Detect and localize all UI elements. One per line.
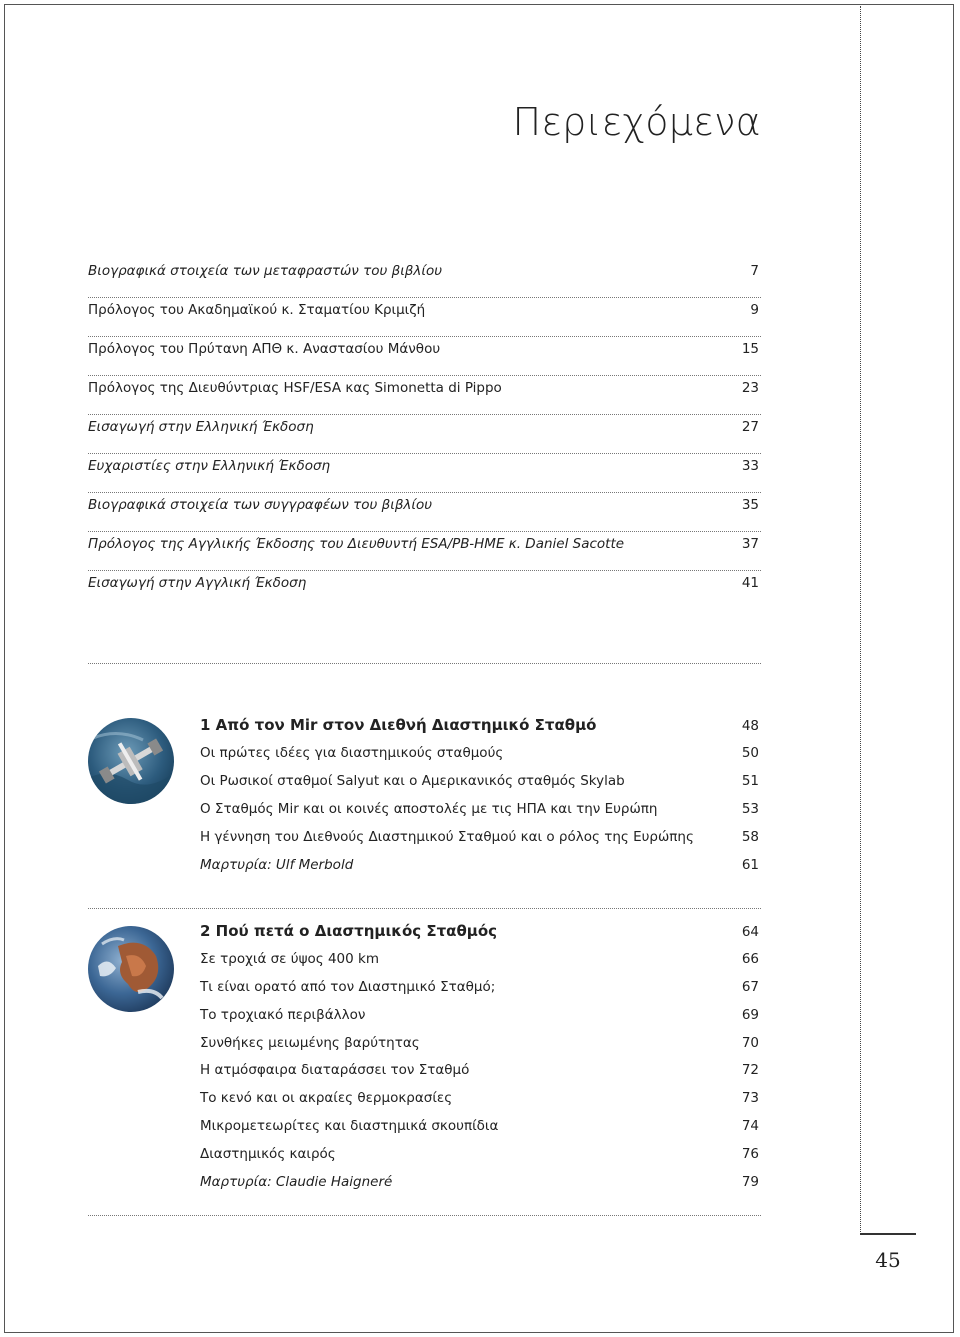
toc-row[interactable]	[200, 1118, 761, 1146]
toc-label: Οι πρώτες ιδέες για διαστημικούς σταθμούς	[200, 745, 504, 761]
toc-page: 69	[741, 1007, 759, 1023]
toc-page: 74	[741, 1118, 759, 1134]
page-title: Περιεχόμενα	[512, 100, 761, 144]
toc-page: 66	[741, 951, 759, 967]
toc-row[interactable]	[200, 979, 761, 1007]
toc-label: Διαστημικός καιρός	[200, 1146, 336, 1162]
toc-row[interactable]	[88, 259, 761, 298]
toc-row[interactable]	[200, 1146, 761, 1174]
toc-page: 61	[741, 857, 759, 873]
toc-page: 67	[741, 979, 759, 995]
section-divider	[88, 663, 761, 664]
toc-page: 23	[741, 380, 759, 396]
toc-label: Εισαγωγή στην Αγγλική Έκδοση	[88, 575, 307, 591]
toc-label: Το τροχιακό περιβάλλον	[200, 1007, 366, 1023]
earth-globe-photo	[88, 926, 174, 1012]
toc-label: Βιογραφικά στοιχεία των συγγραφέων του βιβλίου	[88, 497, 433, 513]
toc-row[interactable]	[200, 773, 761, 801]
toc-row[interactable]	[200, 1090, 761, 1118]
toc-page: 53	[741, 801, 759, 817]
chapter-page: 64	[741, 924, 759, 940]
toc-row[interactable]	[88, 493, 761, 532]
toc-label: Μαρτυρία: Ulf Merbold	[200, 857, 354, 873]
toc-row[interactable]	[200, 1062, 761, 1090]
toc-page: 41	[741, 575, 759, 591]
toc-row[interactable]	[200, 745, 761, 773]
page-number: 45	[875, 1248, 901, 1272]
toc-row[interactable]	[200, 801, 761, 829]
toc-label: Οι Ρωσικοί σταθμοί Salyut και ο Αμερικανικός σταθμός Skylab	[200, 773, 625, 789]
toc-row[interactable]	[200, 829, 761, 857]
toc-page: 79	[741, 1174, 759, 1190]
toc-row[interactable]	[88, 415, 761, 454]
toc-row[interactable]	[88, 376, 761, 415]
toc-row[interactable]	[88, 337, 761, 376]
toc-page: 51	[741, 773, 759, 789]
toc-label: Ο Σταθμός Mir και οι κοινές αποστολές με τις ΗΠΑ και την Ευρώπη	[200, 801, 658, 817]
toc-row[interactable]	[200, 1035, 761, 1063]
toc-page: 9	[750, 302, 759, 318]
toc-row[interactable]	[200, 951, 761, 979]
toc-row[interactable]	[200, 857, 761, 885]
toc-label: Ευχαριστίες στην Ελληνική Έκδοση	[88, 458, 331, 474]
toc-page: 27	[741, 419, 759, 435]
toc-page: 50	[741, 745, 759, 761]
chapter-title: 2 Πού πετά ο Διαστημικός Σταθμός	[200, 922, 498, 940]
toc-label: Μαρτυρία: Claudie Haigneré	[200, 1174, 393, 1190]
toc-page: 58	[741, 829, 759, 845]
toc-label: Μικρομετεωρίτες και διαστημικά σκουπίδια	[200, 1118, 499, 1134]
toc-label: Συνθήκες μειωμένης βαρύτητας	[200, 1035, 420, 1051]
toc-label: Πρόλογος της Διευθύντριας HSF/ESA κας Simonetta di Pippo	[88, 380, 502, 396]
toc-page: 73	[741, 1090, 759, 1106]
toc-page: 33	[741, 458, 759, 474]
toc-page: 76	[741, 1146, 759, 1162]
toc-label: Εισαγωγή στην Ελληνική Έκδοση	[88, 419, 314, 435]
chapter-title: 1 Από τον Mir στον Διεθνή Διαστημικό Σταθμό	[200, 716, 597, 734]
toc-page: 35	[741, 497, 759, 513]
toc-label: Η ατμόσφαιρα διαταράσσει τον Σταθμό	[200, 1062, 470, 1078]
toc-label: Η γέννηση του Διεθνούς Διαστημικού Σταθμού και ο ρόλος της Ευρώπης	[200, 829, 694, 845]
chapter-heading[interactable]	[200, 716, 761, 744]
toc-page: 37	[741, 536, 759, 552]
toc-row[interactable]	[88, 571, 761, 610]
toc-label: Το κενό και οι ακραίες θερμοκρασίες	[200, 1090, 453, 1106]
toc-label: Σε τροχιά σε ύψος 400 km	[200, 951, 379, 967]
toc-label: Τι είναι ορατό από τον Διαστημικό Σταθμό;	[200, 979, 496, 995]
section-divider	[88, 1215, 761, 1216]
toc-page: 7	[750, 263, 759, 279]
toc-row[interactable]	[88, 532, 761, 571]
chapter-page: 48	[741, 718, 759, 734]
toc-label: Πρόλογος της Αγγλικής Έκδοσης του Διευθυντή ESA/PB-HME κ. Daniel Sacotte	[88, 536, 625, 552]
space-station-photo	[88, 718, 174, 804]
toc-page: 15	[741, 341, 759, 357]
toc-row[interactable]	[200, 1007, 761, 1035]
toc-row[interactable]	[88, 454, 761, 493]
section-divider	[88, 908, 761, 909]
margin-rule	[860, 6, 861, 1234]
toc-row[interactable]	[200, 1174, 761, 1202]
toc-label: Πρόλογος του Ακαδημαϊκού κ. Σταματίου Κριμιζή	[88, 302, 426, 318]
toc-label: Βιογραφικά στοιχεία των μεταφραστών του βιβλίου	[88, 263, 443, 279]
toc-row[interactable]	[88, 298, 761, 337]
toc-label: Πρόλογος του Πρύτανη ΑΠΘ κ. Αναστασίου Μάνθου	[88, 341, 441, 357]
toc-page: 72	[741, 1062, 759, 1078]
toc-page: 70	[741, 1035, 759, 1051]
page-number-rule	[860, 1233, 916, 1235]
chapter-heading[interactable]	[200, 922, 761, 950]
